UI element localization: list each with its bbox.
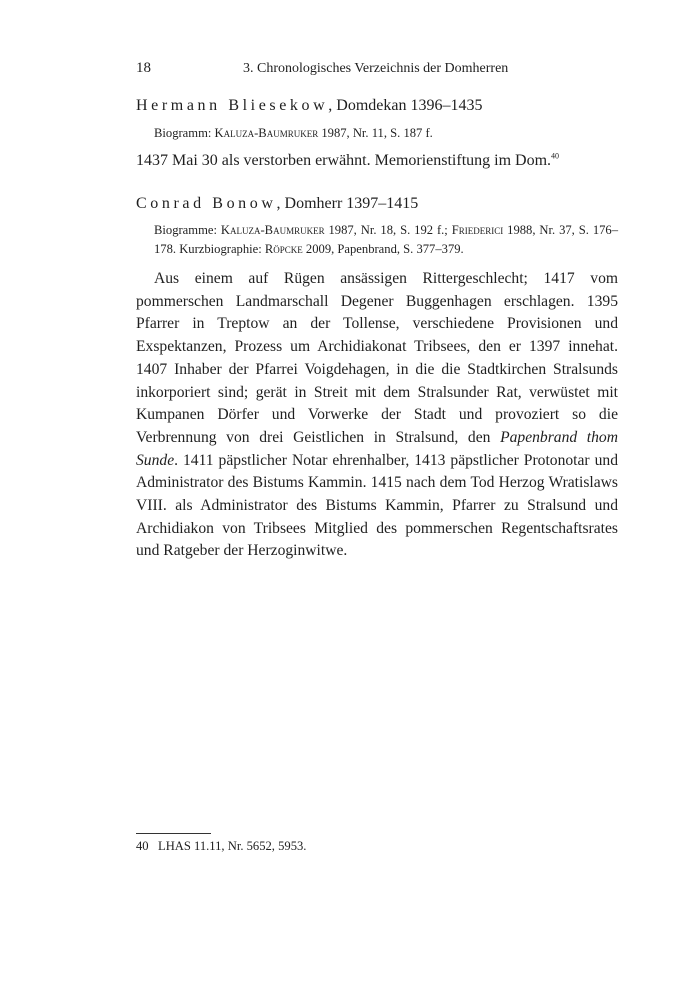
bio-author: Kaluza-Baumruker [220, 223, 325, 237]
footnote-divider [136, 833, 211, 834]
entry-body-text [136, 268, 618, 563]
bio-author: Friederici [451, 223, 504, 237]
entry-biogramme [154, 221, 618, 259]
entry-heading-bonow [136, 195, 618, 213]
entry-biogramm [154, 124, 618, 143]
bio-author: Kaluza-Baumruker [214, 126, 319, 140]
footnote-ref[interactable]: 40 [551, 151, 560, 161]
bio-reference: 1988, Nr. 37, S. 176–178. Kurzbiographie: [154, 223, 619, 256]
page-header [136, 60, 618, 82]
body-text-part: . 1411 päpstlicher Notar ehrenhalber, 1413 päpstlicher Protonotar und Administrator des Bistums Kammin. 1415 nach dem Tod Herzog Wratislaws VIII. als Administrator des Bistums Kammin, Pfarrer zu Stralsund und Archidiakon von Tribsees Mitglied des pommerschen Regentschaftsrates und Ratgeber der Herzoginwitwe. [136, 451, 618, 560]
bio-reference: 1987, Nr. 11, S. 187 f. [318, 126, 433, 140]
bio-author: Röpcke [264, 242, 303, 256]
entry-name: Conrad Bonow [136, 195, 277, 212]
bio-reference: 2009, Papenbrand, S. 377–379. [302, 242, 464, 256]
entry-title: , Domherr 1397–1415 [276, 195, 419, 212]
footnote-number: 40 [136, 839, 149, 853]
footnote-text: LHAS 11.11, Nr. 5652, 5953. [158, 839, 307, 853]
entry-note [136, 152, 618, 170]
body-text-part: Aus einem auf Rügen ansässigen Rittergeschlecht; 1417 vom pommerschen Landmarschall Degener Buggenhagen erschlagen. 1395 Pfarrer in Treptow an der Tollense, verschiedene Provisionen und Exspektanzen, Prozess um Archidiakonat Tribsees, den er 1397 innehat. 1407 Inhaber der Pfarrei Voigdehagen, in die die Stadtkirchen Stralsunds inkorporiert sind; gerät in Streit mit dem Stralsunder Rat, verwüstet mit Kumpanen Dörfer und Vorwerke der Stadt und provoziert so die Verbrennung von drei Geistlichen in Stralsund, den [136, 270, 618, 446]
body-paragraph [136, 268, 618, 563]
page-number: 18 [136, 60, 151, 76]
entry-heading-bliesekow [136, 97, 618, 115]
bio-reference: 1987, Nr. 18, S. 192 f.; [324, 223, 452, 237]
note-text: 1437 Mai 30 als verstorben erwähnt. Memorienstiftung im Dom. [136, 152, 552, 169]
body-italic: Papenbrand thom Sunde [136, 428, 618, 469]
entry-title: , Domdekan 1396–1435 [328, 97, 483, 114]
bio-lead: Biogramm: [154, 126, 215, 140]
entry-name: Hermann Bliesekow [136, 97, 329, 114]
bio-lead: Biogramme: [154, 223, 221, 237]
running-title: 3. Chronologisches Verzeichnis der Domherren [243, 61, 509, 76]
footnote [136, 839, 306, 854]
